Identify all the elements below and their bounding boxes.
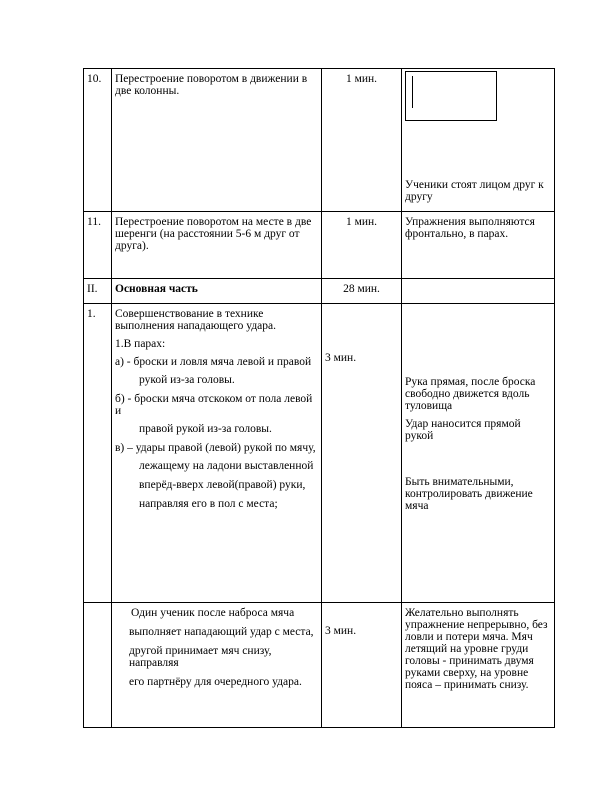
- row-note: Рука прямая, после броска свободно движется вдоль туловища: [405, 376, 536, 412]
- formation-diagram: [405, 71, 497, 121]
- section-title: Основная часть: [112, 279, 322, 304]
- exercise-line: его партнёру для очередного удара.: [129, 676, 302, 688]
- row-time: 28 мин.: [322, 279, 402, 304]
- row-time: 3 мин.: [325, 352, 357, 364]
- exercise-title: Совершенствование в технике выполнения нападающего удара.: [115, 308, 277, 332]
- exercise-line: рукой из-за головы.: [139, 374, 235, 386]
- exercise-line: Один ученик после наброса мяча: [131, 607, 295, 619]
- exercise-line: правой рукой из-за головы.: [139, 423, 272, 435]
- row-number: [84, 603, 112, 728]
- exercise-line: а) - броски и ловля мяча левой и правой: [115, 356, 312, 368]
- row-note-cell: [402, 69, 555, 212]
- exercise-line: выполняет нападающий удар с места,: [129, 626, 314, 638]
- row-notes: [402, 304, 555, 603]
- exercise-line: 1.В парах:: [115, 338, 166, 350]
- row-time: 3 мин.: [325, 625, 357, 637]
- row-note: Удар наносится прямой рукой: [405, 418, 521, 442]
- row-note: Желательно выполнять упражнение непрерывно, без ловли и потери мяча. Мяч летящий на уровне груди головы - принимать двумя руками сверху, на уровне пояса – принимать снизу.: [402, 603, 555, 728]
- exercise-line: направляя его в пол с места;: [139, 498, 278, 510]
- row-note: [402, 279, 555, 304]
- row-time: 1 мин.: [322, 212, 402, 279]
- table-row: [84, 603, 555, 728]
- lesson-plan-table: [83, 68, 555, 728]
- exercise-line: вперёд-вверх левой(правой) руки,: [139, 479, 306, 491]
- exercise-line: в) – удары правой (левой) рукой по мячу,: [115, 442, 316, 454]
- row-description: [112, 304, 322, 603]
- row-number: 10.: [84, 69, 112, 212]
- table-row: [84, 69, 555, 212]
- row-note: Ученики стоят лицом друг к другу: [405, 179, 544, 203]
- row-time: 1 мин.: [322, 69, 402, 212]
- table-row: [84, 212, 555, 279]
- exercise-line: другой принимает мяч снизу, направляя: [129, 645, 272, 669]
- row-description: Перестроение поворотом на месте в две шеренги (на расстоянии 5-6 м друг от друга).: [112, 212, 322, 279]
- row-number: 1.: [84, 304, 112, 603]
- table-row: [84, 304, 555, 603]
- row-number: 11.: [84, 212, 112, 279]
- row-number: II.: [84, 279, 112, 304]
- row-note: Упражнения выполняются фронтально, в парах.: [402, 212, 555, 279]
- row-time-cell: [322, 603, 402, 728]
- exercise-line: лежащему на ладони выставленной: [139, 460, 314, 472]
- table-row: [84, 279, 555, 304]
- row-description: Перестроение поворотом в движении в две колонны.: [112, 69, 322, 212]
- row-note: Быть внимательными, контролировать движение мяча: [405, 476, 533, 512]
- exercise-line: б) - броски мяча отскоком от пола левой и: [115, 393, 313, 417]
- row-time-cell: [322, 304, 402, 603]
- row-description: [112, 603, 322, 728]
